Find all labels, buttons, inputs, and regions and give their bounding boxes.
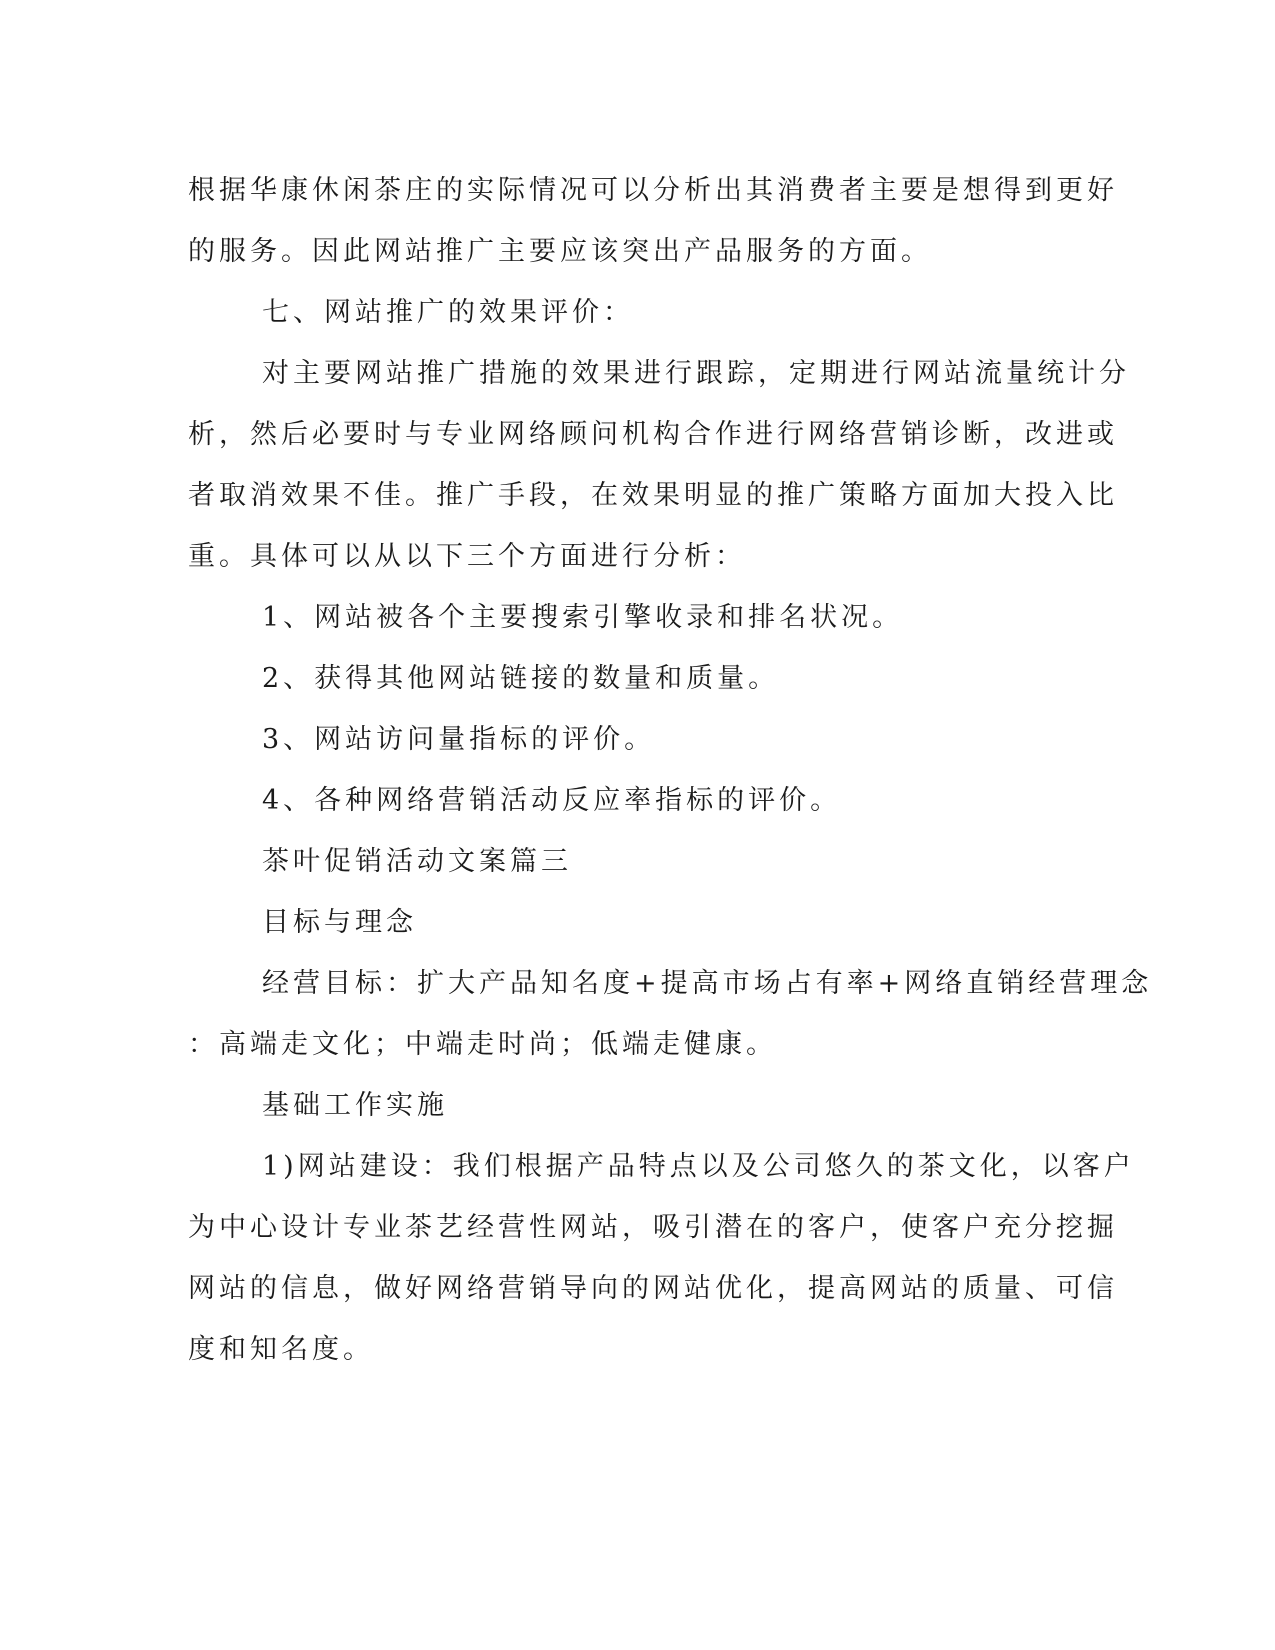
article-title: 茶叶促销活动文案篇三 — [262, 846, 572, 877]
paragraph-line: 析，然后必要时与专业网络顾问机构合作进行网络营销诊断，改进或 — [188, 419, 1118, 450]
list-item: 4、各种网络营销活动反应率指标的评价。 — [262, 785, 842, 816]
paragraph-line: ：高端走文化；中端走时尚；低端走健康。 — [188, 1029, 777, 1060]
paragraph-line: 为中心设计专业茶艺经营性网站，吸引潜在的客户，使客户充分挖掘 — [188, 1212, 1118, 1243]
paragraph-line: 者取消效果不佳。推广手段，在效果明显的推广策略方面加大投入比 — [188, 480, 1118, 511]
paragraph-line: 根据华康休闲茶庄的实际情况可以分析出其消费者主要是想得到更好 — [188, 175, 1118, 206]
paragraph-line: 的服务。因此网站推广主要应该突出产品服务的方面。 — [188, 236, 932, 267]
list-item: 1、网站被各个主要搜索引擎收录和排名状况。 — [262, 602, 904, 633]
section-heading: 基础工作实施 — [262, 1090, 448, 1121]
document-body — [188, 160, 1153, 1380]
list-item: 2、获得其他网站链接的数量和质量。 — [262, 663, 780, 694]
paragraph-line: 对主要网站推广措施的效果进行跟踪，定期进行网站流量统计分 — [262, 358, 1130, 389]
section-heading: 七、网站推广的效果评价： — [262, 297, 634, 328]
section-heading: 目标与理念 — [262, 907, 417, 938]
paragraph-line: 网站的信息，做好网络营销导向的网站优化，提高网站的质量、可信 — [188, 1273, 1118, 1304]
paragraph-line: 1)网站建设：我们根据产品特点以及公司悠久的茶文化，以客户 — [262, 1151, 1135, 1182]
paragraph-line: 重。具体可以从以下三个方面进行分析： — [188, 541, 746, 572]
paragraph-line: 经营目标：扩大产品知名度+提高市场占有率+网络直销经营理念 — [262, 968, 1153, 999]
paragraph-line: 度和知名度。 — [188, 1334, 374, 1365]
list-item: 3、网站访问量指标的评价。 — [262, 724, 656, 755]
